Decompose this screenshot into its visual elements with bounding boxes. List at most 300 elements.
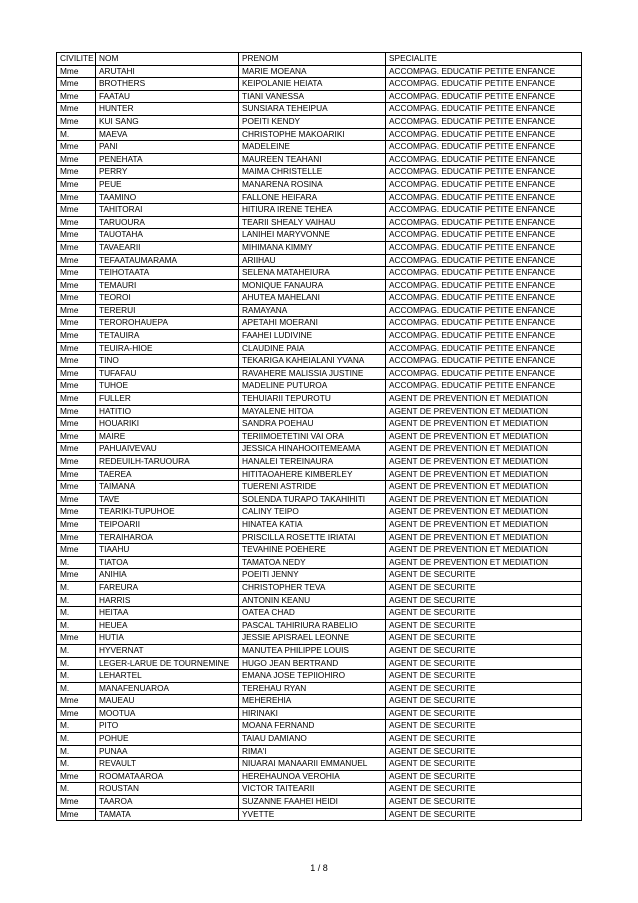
cell-civilite: Mme <box>57 518 96 531</box>
cell-nom: PUNAA <box>96 745 239 758</box>
cell-prenom: KEIPOLANIE HEIATA <box>239 78 386 91</box>
cell-prenom: JESSICA HINAHOOITEMEAMA <box>239 443 386 456</box>
cell-prenom: MOANA FERNAND <box>239 720 386 733</box>
cell-specialite: ACCOMPAG. EDUCATIF PETITE ENFANCE <box>386 78 582 91</box>
cell-specialite: AGENT DE SECURITE <box>386 707 582 720</box>
cell-prenom: RAMAYANA <box>239 304 386 317</box>
personnel-table <box>56 52 582 821</box>
cell-civilite: Mme <box>57 330 96 343</box>
cell-specialite: ACCOMPAG. EDUCATIF PETITE ENFANCE <box>386 304 582 317</box>
cell-specialite: AGENT DE SECURITE <box>386 594 582 607</box>
cell-civilite: M. <box>57 556 96 569</box>
cell-civilite: Mme <box>57 531 96 544</box>
cell-nom: TIAAHU <box>96 544 239 557</box>
cell-civilite: Mme <box>57 355 96 368</box>
cell-civilite: M. <box>57 644 96 657</box>
cell-specialite: AGENT DE SECURITE <box>386 733 582 746</box>
cell-nom: TERAIHAROA <box>96 531 239 544</box>
cell-prenom: SUZANNE FAAHEI HEIDI <box>239 796 386 809</box>
table-row <box>57 443 582 456</box>
cell-civilite: M. <box>57 657 96 670</box>
cell-specialite: ACCOMPAG. EDUCATIF PETITE ENFANCE <box>386 178 582 191</box>
cell-prenom: CLAUDINE PAIA <box>239 342 386 355</box>
cell-nom: BROTHERS <box>96 78 239 91</box>
cell-civilite: Mme <box>57 707 96 720</box>
table-row <box>57 178 582 191</box>
cell-nom: TAVAEARII <box>96 241 239 254</box>
header-row <box>57 53 582 66</box>
table-row <box>57 115 582 128</box>
cell-specialite: ACCOMPAG. EDUCATIF PETITE ENFANCE <box>386 317 582 330</box>
cell-prenom: FAAHEI LUDIVINE <box>239 330 386 343</box>
table-row <box>57 216 582 229</box>
cell-specialite: AGENT DE SECURITE <box>386 607 582 620</box>
cell-specialite: AGENT DE PREVENTION ET MEDIATION <box>386 493 582 506</box>
table-row <box>57 594 582 607</box>
cell-civilite: Mme <box>57 380 96 393</box>
cell-civilite: Mme <box>57 456 96 469</box>
cell-specialite: AGENT DE SECURITE <box>386 808 582 821</box>
cell-civilite: Mme <box>57 191 96 204</box>
cell-specialite: AGENT DE SECURITE <box>386 758 582 771</box>
table-row <box>57 607 582 620</box>
table-row <box>57 141 582 154</box>
cell-nom: ROUSTAN <box>96 783 239 796</box>
cell-prenom: EMANA JOSE TEPIIOHIRO <box>239 670 386 683</box>
cell-civilite: Mme <box>57 569 96 582</box>
cell-prenom: TEARII SHEALY VAIHAU <box>239 216 386 229</box>
cell-nom: TETAUIRA <box>96 330 239 343</box>
cell-prenom: MANUTEA PHILIPPE LOUIS <box>239 644 386 657</box>
cell-civilite: Mme <box>57 103 96 116</box>
cell-prenom: ARIIHAU <box>239 254 386 267</box>
cell-specialite: AGENT DE SECURITE <box>386 581 582 594</box>
cell-specialite: ACCOMPAG. EDUCATIF PETITE ENFANCE <box>386 90 582 103</box>
cell-nom: TAAMINO <box>96 191 239 204</box>
cell-civilite: M. <box>57 733 96 746</box>
cell-nom: REVAULT <box>96 758 239 771</box>
cell-nom: ARUTAHI <box>96 65 239 78</box>
cell-civilite: Mme <box>57 632 96 645</box>
table-row <box>57 367 582 380</box>
cell-civilite: Mme <box>57 796 96 809</box>
page-number: 1 / 8 <box>310 863 328 873</box>
table-row <box>57 770 582 783</box>
cell-prenom: SOLENDA TURAPO TAKAHIHITI <box>239 493 386 506</box>
cell-nom: TAIMANA <box>96 481 239 494</box>
table-row <box>57 720 582 733</box>
cell-prenom: TIANI VANESSA <box>239 90 386 103</box>
table-row <box>57 166 582 179</box>
header-prenom: PRENOM <box>239 53 386 66</box>
cell-specialite: AGENT DE SECURITE <box>386 695 582 708</box>
cell-nom: PENEHATA <box>96 153 239 166</box>
table-row <box>57 783 582 796</box>
cell-civilite: Mme <box>57 166 96 179</box>
cell-nom: TAHITORAI <box>96 204 239 217</box>
cell-specialite: ACCOMPAG. EDUCATIF PETITE ENFANCE <box>386 367 582 380</box>
cell-nom: TEROROHAUEPA <box>96 317 239 330</box>
table-row <box>57 191 582 204</box>
table-row <box>57 292 582 305</box>
cell-specialite: AGENT DE PREVENTION ET MEDIATION <box>386 506 582 519</box>
cell-specialite: ACCOMPAG. EDUCATIF PETITE ENFANCE <box>386 115 582 128</box>
cell-nom: ROOMATAAROA <box>96 770 239 783</box>
table-row <box>57 733 582 746</box>
cell-civilite: M. <box>57 720 96 733</box>
cell-civilite: Mme <box>57 304 96 317</box>
cell-nom: POHUE <box>96 733 239 746</box>
cell-prenom: HINATEA KATIA <box>239 518 386 531</box>
cell-specialite: ACCOMPAG. EDUCATIF PETITE ENFANCE <box>386 267 582 280</box>
cell-civilite: Mme <box>57 178 96 191</box>
cell-prenom: TAMATOA NEDY <box>239 556 386 569</box>
cell-nom: PEUE <box>96 178 239 191</box>
cell-specialite: ACCOMPAG. EDUCATIF PETITE ENFANCE <box>386 166 582 179</box>
cell-nom: KUI SANG <box>96 115 239 128</box>
cell-civilite: Mme <box>57 216 96 229</box>
cell-civilite: M. <box>57 758 96 771</box>
cell-prenom: MARIE MOEANA <box>239 65 386 78</box>
cell-nom: HEITAA <box>96 607 239 620</box>
table-row <box>57 707 582 720</box>
cell-specialite: AGENT DE PREVENTION ET MEDIATION <box>386 443 582 456</box>
cell-prenom: FALLONE HEIFARA <box>239 191 386 204</box>
cell-civilite: Mme <box>57 279 96 292</box>
cell-nom: HARRIS <box>96 594 239 607</box>
cell-nom: TEFAATAUMARAMA <box>96 254 239 267</box>
cell-civilite: Mme <box>57 141 96 154</box>
cell-civilite: Mme <box>57 405 96 418</box>
cell-specialite: AGENT DE SECURITE <box>386 670 582 683</box>
cell-prenom: HANALEI TEREINAURA <box>239 456 386 469</box>
cell-prenom: POEITI JENNY <box>239 569 386 582</box>
table-row <box>57 405 582 418</box>
cell-civilite: Mme <box>57 153 96 166</box>
cell-nom: HEUEA <box>96 619 239 632</box>
cell-prenom: YVETTE <box>239 808 386 821</box>
cell-nom: TEIPOARII <box>96 518 239 531</box>
cell-nom: MOOTUA <box>96 707 239 720</box>
cell-prenom: OATEA CHAD <box>239 607 386 620</box>
cell-nom: TUFAFAU <box>96 367 239 380</box>
cell-prenom: SELENA MATAHEIURA <box>239 267 386 280</box>
cell-prenom: AHUTEA MAHELANI <box>239 292 386 305</box>
cell-specialite: ACCOMPAG. EDUCATIF PETITE ENFANCE <box>386 254 582 267</box>
cell-civilite: M. <box>57 783 96 796</box>
header-specialite: SPECIALITE <box>386 53 582 66</box>
cell-prenom: RIMA'I <box>239 745 386 758</box>
cell-civilite: Mme <box>57 367 96 380</box>
cell-nom: TAEREA <box>96 468 239 481</box>
cell-civilite: Mme <box>57 481 96 494</box>
table-row <box>57 531 582 544</box>
cell-specialite: ACCOMPAG. EDUCATIF PETITE ENFANCE <box>386 292 582 305</box>
cell-civilite: Mme <box>57 65 96 78</box>
cell-specialite: ACCOMPAG. EDUCATIF PETITE ENFANCE <box>386 141 582 154</box>
cell-nom: MAEVA <box>96 128 239 141</box>
cell-prenom: HUGO JEAN BERTRAND <box>239 657 386 670</box>
cell-specialite: ACCOMPAG. EDUCATIF PETITE ENFANCE <box>386 103 582 116</box>
cell-prenom: POEITI KENDY <box>239 115 386 128</box>
cell-prenom: CALINY TEIPO <box>239 506 386 519</box>
table-row <box>57 65 582 78</box>
table-row <box>57 632 582 645</box>
cell-nom: MAIRE <box>96 430 239 443</box>
cell-specialite: AGENT DE SECURITE <box>386 619 582 632</box>
table-row <box>57 544 582 557</box>
table-row <box>57 229 582 242</box>
table-row <box>57 128 582 141</box>
cell-specialite: AGENT DE SECURITE <box>386 770 582 783</box>
table-row <box>57 317 582 330</box>
cell-nom: TAAROA <box>96 796 239 809</box>
cell-nom: TIATOA <box>96 556 239 569</box>
cell-nom: TEARIKI-TUPUHOE <box>96 506 239 519</box>
cell-civilite: M. <box>57 607 96 620</box>
cell-specialite: ACCOMPAG. EDUCATIF PETITE ENFANCE <box>386 279 582 292</box>
table-row <box>57 619 582 632</box>
table-row <box>57 556 582 569</box>
cell-specialite: ACCOMPAG. EDUCATIF PETITE ENFANCE <box>386 216 582 229</box>
cell-specialite: ACCOMPAG. EDUCATIF PETITE ENFANCE <box>386 355 582 368</box>
cell-specialite: AGENT DE SECURITE <box>386 644 582 657</box>
cell-civilite: Mme <box>57 254 96 267</box>
table-row <box>57 569 582 582</box>
cell-civilite: Mme <box>57 241 96 254</box>
cell-specialite: AGENT DE PREVENTION ET MEDIATION <box>386 468 582 481</box>
cell-specialite: AGENT DE PREVENTION ET MEDIATION <box>386 481 582 494</box>
cell-civilite: M. <box>57 128 96 141</box>
table-row <box>57 581 582 594</box>
cell-prenom: HITITAOAHERE KIMBERLEY <box>239 468 386 481</box>
cell-specialite: AGENT DE SECURITE <box>386 720 582 733</box>
cell-prenom: HEREHAUNOA VEROHIA <box>239 770 386 783</box>
table-row <box>57 796 582 809</box>
cell-prenom: ANTONIN KEANU <box>239 594 386 607</box>
table-row <box>57 254 582 267</box>
table-row <box>57 506 582 519</box>
cell-specialite: AGENT DE PREVENTION ET MEDIATION <box>386 518 582 531</box>
table-row <box>57 418 582 431</box>
table-row <box>57 456 582 469</box>
cell-nom: HOUARIKI <box>96 418 239 431</box>
cell-nom: PAHUAIVEVAU <box>96 443 239 456</box>
cell-nom: HUNTER <box>96 103 239 116</box>
cell-prenom: PRISCILLA ROSETTE IRIATAI <box>239 531 386 544</box>
cell-civilite: Mme <box>57 695 96 708</box>
cell-specialite: ACCOMPAG. EDUCATIF PETITE ENFANCE <box>386 153 582 166</box>
cell-prenom: TEKARIGA KAHEIALANI YVANA <box>239 355 386 368</box>
cell-prenom: CHRISTOPHE MAKOARIKI <box>239 128 386 141</box>
cell-civilite: Mme <box>57 78 96 91</box>
cell-specialite: ACCOMPAG. EDUCATIF PETITE ENFANCE <box>386 342 582 355</box>
cell-prenom: MEHEREHIA <box>239 695 386 708</box>
table-row <box>57 644 582 657</box>
cell-civilite: Mme <box>57 229 96 242</box>
cell-prenom: HIRINAKI <box>239 707 386 720</box>
cell-civilite: M. <box>57 670 96 683</box>
table-row <box>57 393 582 406</box>
cell-civilite: M. <box>57 619 96 632</box>
cell-prenom: HITIURA IRENE TEHEA <box>239 204 386 217</box>
cell-specialite: ACCOMPAG. EDUCATIF PETITE ENFANCE <box>386 229 582 242</box>
cell-nom: LEHARTEL <box>96 670 239 683</box>
table-row <box>57 481 582 494</box>
cell-prenom: CHRISTOPHER TEVA <box>239 581 386 594</box>
cell-civilite: Mme <box>57 317 96 330</box>
cell-prenom: JESSIE APISRAEL LEONNE <box>239 632 386 645</box>
cell-specialite: ACCOMPAG. EDUCATIF PETITE ENFANCE <box>386 380 582 393</box>
cell-specialite: AGENT DE SECURITE <box>386 745 582 758</box>
table-row <box>57 90 582 103</box>
cell-civilite: Mme <box>57 90 96 103</box>
cell-prenom: SANDRA POEHAU <box>239 418 386 431</box>
table-row <box>57 267 582 280</box>
cell-specialite: AGENT DE SECURITE <box>386 796 582 809</box>
cell-specialite: AGENT DE SECURITE <box>386 682 582 695</box>
header-civilite: CIVILITE <box>57 53 96 66</box>
cell-nom: TEIHOTAATA <box>96 267 239 280</box>
cell-specialite: AGENT DE PREVENTION ET MEDIATION <box>386 531 582 544</box>
cell-civilite: Mme <box>57 430 96 443</box>
table-row <box>57 682 582 695</box>
cell-specialite: AGENT DE PREVENTION ET MEDIATION <box>386 544 582 557</box>
cell-specialite: AGENT DE PREVENTION ET MEDIATION <box>386 418 582 431</box>
cell-nom: FULLER <box>96 393 239 406</box>
table-row <box>57 78 582 91</box>
cell-specialite: ACCOMPAG. EDUCATIF PETITE ENFANCE <box>386 191 582 204</box>
cell-nom: PANI <box>96 141 239 154</box>
cell-nom: FAREURA <box>96 581 239 594</box>
cell-nom: REDEUILH-TARUOURA <box>96 456 239 469</box>
cell-civilite: M. <box>57 745 96 758</box>
table-row <box>57 153 582 166</box>
header-nom: NOM <box>96 53 239 66</box>
cell-civilite: Mme <box>57 443 96 456</box>
cell-civilite: Mme <box>57 115 96 128</box>
cell-prenom: SUNSIARA TEHEIPUA <box>239 103 386 116</box>
cell-nom: PITO <box>96 720 239 733</box>
cell-specialite: ACCOMPAG. EDUCATIF PETITE ENFANCE <box>386 330 582 343</box>
cell-civilite: Mme <box>57 342 96 355</box>
cell-civilite: Mme <box>57 493 96 506</box>
cell-nom: TERERUI <box>96 304 239 317</box>
cell-prenom: TEVAHINE POEHERE <box>239 544 386 557</box>
table-row <box>57 493 582 506</box>
cell-prenom: TUERENI ASTRIDE <box>239 481 386 494</box>
cell-prenom: VICTOR TAITEARII <box>239 783 386 796</box>
cell-specialite: AGENT DE PREVENTION ET MEDIATION <box>386 405 582 418</box>
cell-civilite: Mme <box>57 808 96 821</box>
cell-specialite: ACCOMPAG. EDUCATIF PETITE ENFANCE <box>386 128 582 141</box>
cell-prenom: NIUARAI MANAARII EMMANUEL <box>239 758 386 771</box>
cell-civilite: Mme <box>57 468 96 481</box>
cell-nom: TARUOURA <box>96 216 239 229</box>
cell-nom: TUHOE <box>96 380 239 393</box>
table-row <box>57 468 582 481</box>
cell-civilite: M. <box>57 594 96 607</box>
cell-specialite: ACCOMPAG. EDUCATIF PETITE ENFANCE <box>386 65 582 78</box>
cell-prenom: PASCAL TAHIRIURA RABELIO <box>239 619 386 632</box>
cell-civilite: Mme <box>57 204 96 217</box>
cell-prenom: MAUREEN TEAHANI <box>239 153 386 166</box>
cell-civilite: M. <box>57 682 96 695</box>
cell-specialite: ACCOMPAG. EDUCATIF PETITE ENFANCE <box>386 241 582 254</box>
cell-prenom: RAVAHERE MALISSIA JUSTINE <box>239 367 386 380</box>
cell-specialite: AGENT DE SECURITE <box>386 657 582 670</box>
cell-nom: ANIHIA <box>96 569 239 582</box>
cell-specialite: AGENT DE PREVENTION ET MEDIATION <box>386 430 582 443</box>
cell-nom: HUTIA <box>96 632 239 645</box>
table-row <box>57 808 582 821</box>
cell-prenom: MADELEINE <box>239 141 386 154</box>
table-row <box>57 330 582 343</box>
cell-civilite: Mme <box>57 506 96 519</box>
cell-nom: MANAFENUAROA <box>96 682 239 695</box>
cell-prenom: TERIIMOETETINI VAI ORA <box>239 430 386 443</box>
table-row <box>57 430 582 443</box>
cell-specialite: AGENT DE SECURITE <box>386 783 582 796</box>
cell-specialite: AGENT DE SECURITE <box>386 632 582 645</box>
cell-civilite: Mme <box>57 292 96 305</box>
cell-prenom: MIHIMANA KIMMY <box>239 241 386 254</box>
cell-nom: TAMATA <box>96 808 239 821</box>
cell-nom: TEOROI <box>96 292 239 305</box>
cell-nom: LEGER-LARUE DE TOURNEMINE <box>96 657 239 670</box>
table-row <box>57 241 582 254</box>
cell-prenom: MANARENA ROSINA <box>239 178 386 191</box>
table-row <box>57 204 582 217</box>
table-row <box>57 380 582 393</box>
cell-prenom: MADELINE PUTUROA <box>239 380 386 393</box>
cell-civilite: M. <box>57 581 96 594</box>
cell-civilite: Mme <box>57 770 96 783</box>
cell-civilite: Mme <box>57 267 96 280</box>
cell-specialite: ACCOMPAG. EDUCATIF PETITE ENFANCE <box>386 204 582 217</box>
cell-nom: FAATAU <box>96 90 239 103</box>
table-row <box>57 279 582 292</box>
cell-nom: TINO <box>96 355 239 368</box>
table-row <box>57 518 582 531</box>
cell-nom: TAVE <box>96 493 239 506</box>
cell-civilite: Mme <box>57 393 96 406</box>
cell-civilite: Mme <box>57 418 96 431</box>
cell-nom: PERRY <box>96 166 239 179</box>
cell-specialite: AGENT DE PREVENTION ET MEDIATION <box>386 556 582 569</box>
cell-nom: HYVERNAT <box>96 644 239 657</box>
table-row <box>57 745 582 758</box>
cell-nom: TEUIRA-HIOE <box>96 342 239 355</box>
table-row <box>57 355 582 368</box>
cell-nom: TAUOTAHA <box>96 229 239 242</box>
cell-civilite: Mme <box>57 544 96 557</box>
cell-prenom: APETAHI MOERANI <box>239 317 386 330</box>
table-row <box>57 657 582 670</box>
cell-prenom: TEREHAU RYAN <box>239 682 386 695</box>
cell-prenom: MAIMA CHRISTELLE <box>239 166 386 179</box>
table-row <box>57 304 582 317</box>
table-row <box>57 758 582 771</box>
cell-prenom: TEHUIARII TEPUROTU <box>239 393 386 406</box>
cell-specialite: AGENT DE PREVENTION ET MEDIATION <box>386 393 582 406</box>
table-body <box>57 53 582 821</box>
cell-nom: MAUEAU <box>96 695 239 708</box>
cell-prenom: TAIAU DAMIANO <box>239 733 386 746</box>
cell-specialite: AGENT DE SECURITE <box>386 569 582 582</box>
cell-nom: HATITIO <box>96 405 239 418</box>
table-row <box>57 103 582 116</box>
